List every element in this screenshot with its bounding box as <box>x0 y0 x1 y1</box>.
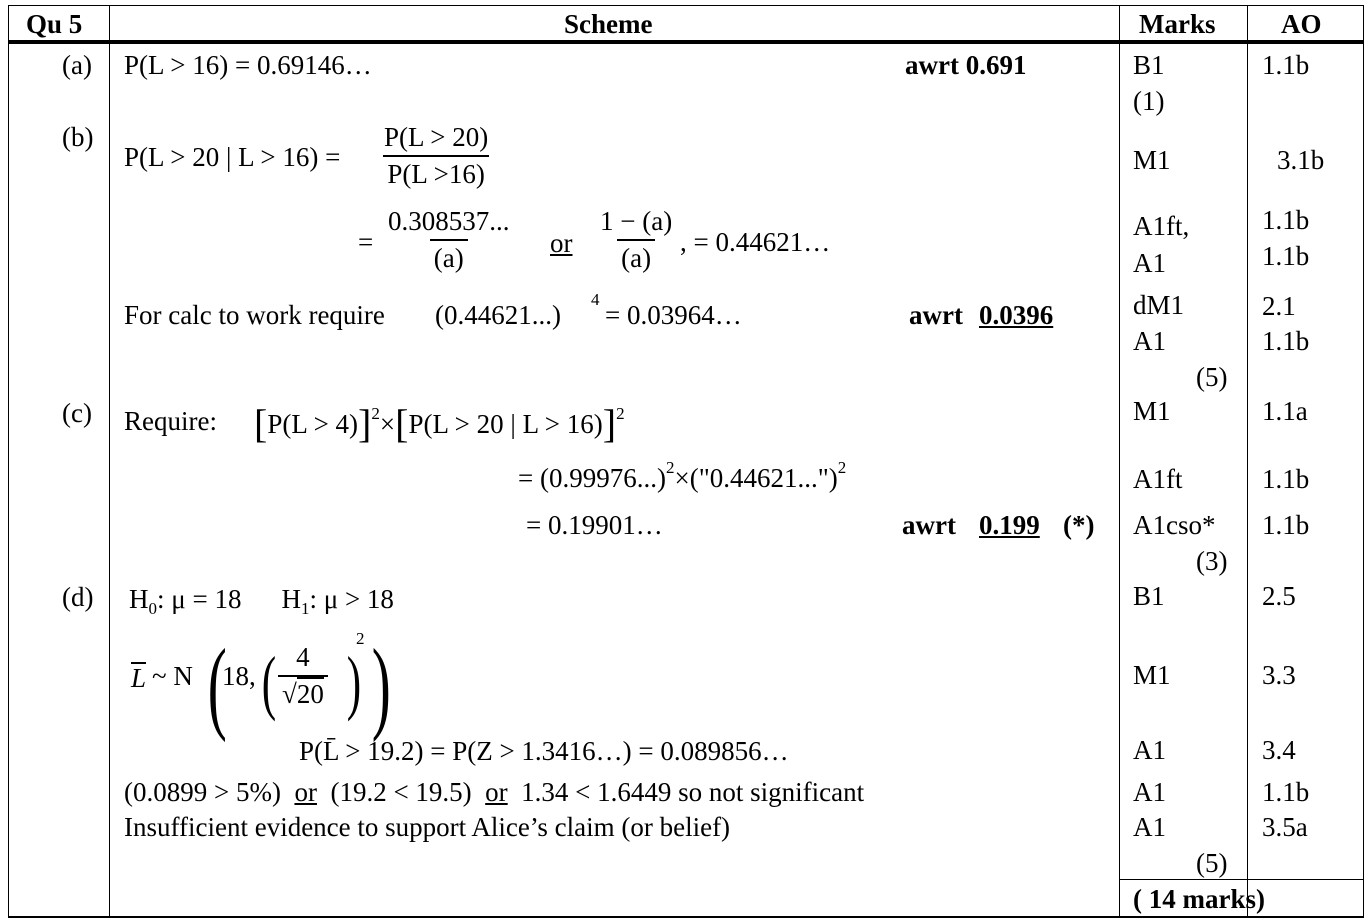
part-c-mark-m1: M1 <box>1133 396 1171 426</box>
part-d-big-paren-open: ( <box>207 628 227 743</box>
part-d-paren-open: ( <box>261 642 277 722</box>
part-b-or: or <box>550 228 573 258</box>
part-d-mark-b1: B1 <box>1133 581 1165 611</box>
part-d-dist-denominator: √20 <box>278 675 328 708</box>
part-c-ao-3: 1.1b <box>1262 510 1310 540</box>
part-b-cond-numerator: P(L > 20) <box>384 122 489 152</box>
part-d-probability: P(L̄ > 19.2) = P(Z > 1.3416…) = 0.089856… <box>299 736 789 766</box>
part-c-mark-total: (3) <box>1196 546 1228 576</box>
part-a-probability: P(L > 16) = 0.69146… <box>124 50 372 80</box>
right-border <box>1363 5 1364 918</box>
header-qu: Qu 5 <box>26 9 83 39</box>
header-ao: AO <box>1281 9 1322 39</box>
part-c-mark-a1cso: A1cso* <box>1133 510 1216 540</box>
part-d-compare-2: (19.2 < 19.5) <box>330 777 472 807</box>
col-divider-qu <box>109 5 110 918</box>
part-c-label: (c) <box>62 398 92 428</box>
part-b-calc-exponent: 4 <box>591 290 600 309</box>
part-d-mark-a1-1: A1 <box>1133 735 1166 765</box>
part-c-times: × <box>379 409 396 439</box>
part-b-mark-total: (5) <box>1196 362 1228 392</box>
part-b-ao-4: 2.1 <box>1262 291 1296 321</box>
part-b-equals: = <box>358 227 374 257</box>
part-b-frac1-denominator: (a) <box>430 239 468 272</box>
header-scheme: Scheme <box>564 9 653 39</box>
part-b-fraction-1 <box>384 208 514 272</box>
table-bottom-border <box>8 916 1364 918</box>
part-d-dist-exp: 2 <box>356 629 365 648</box>
part-c-line-2 <box>518 458 847 493</box>
part-c-ao-2: 1.1b <box>1262 464 1310 494</box>
part-d-dist-sqrt: 20 <box>296 679 324 709</box>
left-border <box>8 5 9 918</box>
part-b-calc-base: (0.44621...) <box>435 300 561 330</box>
part-d-label: (d) <box>62 582 94 612</box>
part-d-lbar: L <box>131 663 147 693</box>
part-c-awrt-value: 0.199 <box>979 510 1040 540</box>
part-c-awrt-label: awrt <box>902 510 956 540</box>
part-c-line2-times: × <box>674 463 690 493</box>
header-marks: Marks <box>1139 9 1216 39</box>
part-a-mark-b1: B1 <box>1133 50 1165 80</box>
part-d-comparison <box>124 779 864 806</box>
part-d-mark-total: (5) <box>1196 848 1228 878</box>
part-b-label: (b) <box>62 122 94 152</box>
part-d-dist-mid: ~ N <box>152 661 193 691</box>
header-bottom-border <box>8 40 1364 44</box>
part-d-hypotheses <box>129 584 394 618</box>
part-d-ao-4: 1.1b <box>1262 777 1310 807</box>
part-c-exp-2: 2 <box>616 404 625 423</box>
part-d-h1-rest: : μ > 18 <box>309 584 394 614</box>
part-b-mark-dm1: dM1 <box>1133 290 1185 320</box>
total-marks: ( 14 marks) <box>1133 884 1265 914</box>
part-d-ao-2: 3.3 <box>1262 660 1296 690</box>
col-divider-scheme <box>1119 5 1120 918</box>
part-d-mark-m1: M1 <box>1133 660 1171 690</box>
part-b-frac1-numerator: 0.308537... <box>388 206 510 236</box>
part-d-h1: H <box>281 584 301 614</box>
part-a-mark-total: (1) <box>1133 86 1165 116</box>
part-d-mark-a1-3: A1 <box>1133 812 1166 842</box>
part-d-compare-3: 1.34 < 1.6449 so not significant <box>521 777 865 807</box>
part-d-mark-a1-2: A1 <box>1133 777 1166 807</box>
part-c-exp-1: 2 <box>371 404 380 423</box>
part-c-require: Require: <box>124 406 217 436</box>
part-d-ao-3: 3.4 <box>1262 735 1296 765</box>
part-d-conclusion: Insufficient evidence to support Alice’s claim (or belief) <box>124 812 731 842</box>
part-b-calc-text: For calc to work require <box>124 300 385 330</box>
table-top-border <box>8 5 1364 6</box>
part-c-line2-b: ("0.44621...") <box>689 463 838 493</box>
part-a-ao: 1.1b <box>1262 50 1310 80</box>
part-b-frac2-numerator: 1 − (a) <box>600 206 673 236</box>
part-b-awrt-label: awrt <box>909 300 963 330</box>
part-d-h0: H <box>129 584 149 614</box>
part-a-awrt: awrt 0.691 <box>905 50 1027 80</box>
part-d-h0-sub: 0 <box>148 599 157 618</box>
part-b-frac2-denominator: (a) <box>617 239 655 272</box>
part-c-line-3: = 0.19901… <box>526 510 663 540</box>
part-a-label: (a) <box>62 50 92 80</box>
part-c-line2-a: = (0.99976...) <box>518 463 666 493</box>
part-c-star: (*) <box>1063 510 1095 540</box>
part-d-dist-18: 18, <box>222 661 256 691</box>
part-c-expr1-a: P(L > 4) <box>267 409 359 439</box>
part-b-ao-3: 1.1b <box>1262 241 1310 271</box>
part-b-ao-2: 1.1b <box>1262 205 1310 235</box>
part-b-ao-1: 3.1b <box>1277 145 1325 175</box>
part-d-ao-1: 2.5 <box>1262 581 1296 611</box>
part-b-conditional-lhs: P(L > 20 | L > 16) = <box>124 142 341 172</box>
part-c-line2-exp-1: 2 <box>665 458 675 477</box>
part-b-mark-a1ft: A1ft, <box>1133 211 1190 241</box>
part-d-h1-sub: 1 <box>300 599 310 618</box>
part-d-compare-1: (0.0899 > 5%) <box>124 777 281 807</box>
part-b-cond-denominator: P(L >16) <box>383 155 488 188</box>
part-d-h0-rest: : μ = 18 <box>157 584 242 614</box>
part-b-result: , = 0.44621… <box>680 227 831 257</box>
part-b-mark-m1: M1 <box>1133 145 1171 175</box>
part-b-awrt-value: 0.0396 <box>979 300 1054 330</box>
col-divider-marks <box>1247 5 1248 918</box>
part-d-ao-5: 3.5a <box>1262 812 1308 842</box>
part-d-big-paren-close: ) <box>371 628 391 743</box>
part-d-or-2: or <box>485 777 508 807</box>
part-d-dist-fraction <box>278 644 328 708</box>
part-b-calc-result: = 0.03964… <box>605 300 742 330</box>
part-c-ao-1: 1.1a <box>1262 396 1308 426</box>
part-d-or-1: or <box>294 777 317 807</box>
part-b-conditional-fraction <box>380 124 492 188</box>
part-b-mark-a1-2: A1 <box>1133 326 1166 356</box>
part-b-fraction-2 <box>596 208 676 272</box>
total-top-border <box>1120 879 1364 880</box>
part-d-dist-numerator: 4 <box>296 642 310 672</box>
part-d-paren-close: ) <box>346 642 362 722</box>
part-c-line2-exp-2: 2 <box>837 458 847 477</box>
part-b-ao-5: 1.1b <box>1262 326 1310 356</box>
part-c-expr-1: [P(L > 4)]$^2$×[P(L > 20 | L > 16)]$^2$ <box>254 401 625 446</box>
part-b-mark-a1: A1 <box>1133 248 1166 278</box>
part-c-mark-a1ft: A1ft <box>1133 464 1183 494</box>
part-c-expr1-b: P(L > 20 | L > 16) <box>408 409 603 439</box>
